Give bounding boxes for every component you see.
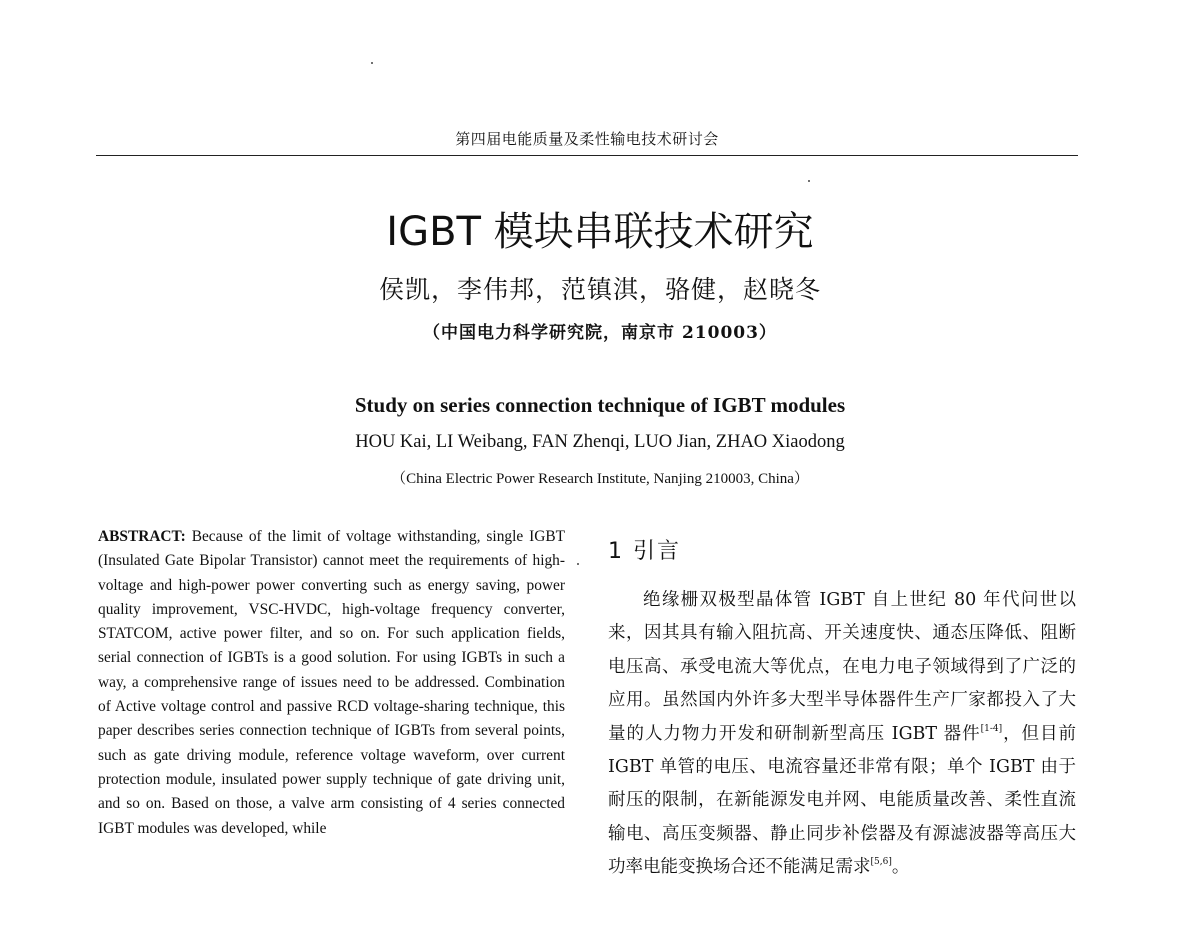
section-text: ，但目前 IGBT 单管的电压、电流容量还非常有限；单个 IGBT 由于耐压的限制，在新能源发电并网、电能质量改善、柔性直流输电、高压变频器、静止同步补偿器及有源滤波器等高压大功率电能变换场合还不能满足需求	[608, 723, 1076, 878]
authors-en: HOU Kai, LI Weibang, FAN Zhenqi, LUO Jian, ZHAO Xiaodong	[355, 432, 845, 452]
abstract	[98, 525, 565, 841]
running-header: 第四届电能质量及柔性输电技术研讨会	[96, 128, 1078, 156]
citation: [1-4]	[980, 723, 1003, 734]
abstract-label: ABSTRACT:	[98, 528, 186, 545]
section-text: 。	[891, 857, 910, 878]
scan-speck	[371, 62, 373, 64]
affiliation-cn: （中国电力科学研究院，南京市 210003）	[423, 323, 777, 343]
section-body	[608, 584, 1076, 885]
abstract-text: Because of the limit of voltage withstanding, single IGBT (Insulated Gate Bipolar Transistor) cannot meet the requirements of high-voltage and high-power power converting such as energy saving, power quality improvement, VSC-HVDC, high-voltage frequency converter, STATCOM, active power filter, and so on. For such application fields, serial connection of IGBTs is a good solution. For using IGBTs in such a way, a comprehensive range of issues need to be addressed. Combination of Active voltage control and passive RCD voltage-sharing technique, this paper describes series connection technique of IGBTs from several points, such as gate driving module, reference voltage waveform, over current protection module, insulated power supply technique of gate driving unit, and so on. Based on those, a valve arm consisting of 4 series connected IGBT modules was developed, while	[98, 528, 565, 837]
scan-speck	[808, 180, 810, 182]
paper-title-cn: IGBT 模块串联技术研究	[386, 209, 814, 255]
section-text: 绝缘栅双极型晶体管 IGBT 自上世纪 80 年代问世以来，因其具有输入阻抗高、开关速度快、通态压降低、阻断电压高、承受电流大等优点，在电力电子领域得到了广泛的应用。虽然国内外许多大型半导体器件生产厂家都投入了大量的人力物力开发和研制新型高压 IGBT 器件	[608, 590, 1076, 744]
scan-speck	[577, 563, 579, 565]
citation: [5,6]	[870, 857, 892, 868]
affiliation-en: （China Electric Power Research Institute, Nanjing 210003, China）	[391, 471, 809, 487]
section-heading: 1 引言	[608, 539, 681, 564]
authors-cn: 侯凯，李伟邦，范镇淇，骆健，赵晓冬	[378, 275, 821, 304]
paper-title-en: Study on series connection technique of IGBT modules	[354, 393, 846, 417]
